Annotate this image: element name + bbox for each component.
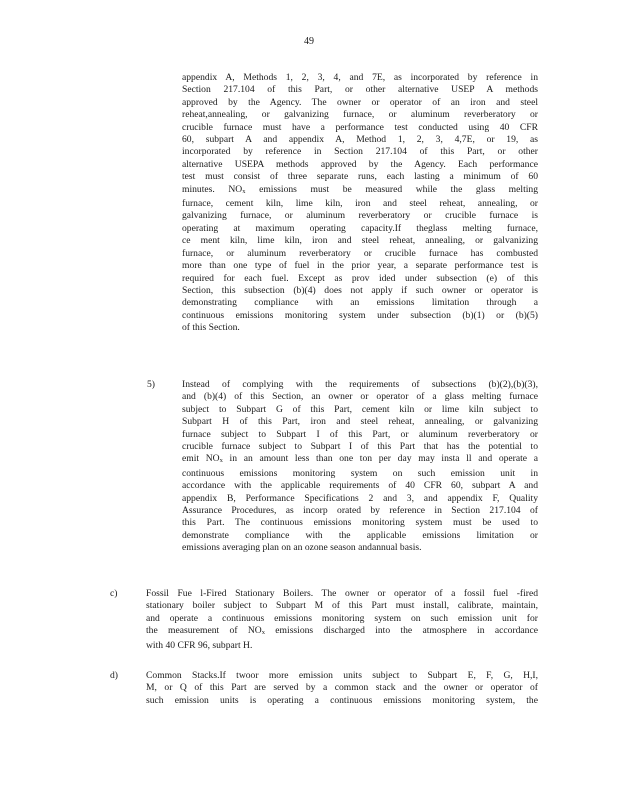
- text-line: appendix A, Methods 1, 2, 3, 4, and 7E, as incorporated by reference in: [182, 72, 538, 83]
- text-line: incorporated by reference in Section 217.104 of this Part, or other: [182, 146, 538, 158]
- text-line: 60, subpart A and appendix A, Method 1, 2, 3, 4,7E, or 19, as: [182, 134, 538, 146]
- text-line: crucible furnace subject to Subpart I of this Part that has the potential to: [182, 441, 538, 453]
- text-line: minutes. $NO_x$ emissions must be measured while the glass melting: [182, 183, 538, 195]
- text-line: with 40 CFR 96, subpart H.: [146, 639, 253, 651]
- text-line: alternative USEPA methods approved by the Agency. Each performance: [182, 158, 538, 170]
- text-line: of this Section.: [182, 322, 240, 334]
- text-line: Instead of complying with the requirements of subsections (b)(2),(b)(3),: [182, 379, 538, 390]
- page-number: 49: [304, 36, 314, 47]
- text-line: M, or Q of this Part are served by a common stack and the owner or operator of: [146, 682, 538, 694]
- text-line: appendix B, Performance Specifications 2 and 3, and appendix F, Quality: [182, 492, 538, 504]
- text-line: demonstrate compliance with the applicable emissions limitation or: [182, 529, 538, 541]
- text-line: demonstrating compliance with an emissions limitation through a: [182, 297, 538, 309]
- text-line: Subpart H of this Part, iron and steel reheat, annealing, or galvanizing: [182, 416, 538, 428]
- text-line: furnace subject to Subpart I of this Part, or aluminum reverberatory or: [182, 428, 538, 440]
- text-line: this Part. The continuous emissions monitoring system must be used to: [182, 517, 538, 529]
- text-line: such emission units is operating a continuous emissions monitoring system, the: [146, 694, 538, 706]
- text-line: stationary boiler subject to Subpart M of this Part must install, calibrate, maintain,: [146, 600, 538, 612]
- text-line: accordance with the applicable requirements of 40 CFR 60, subpart A and: [182, 480, 538, 492]
- text-line: test must consist of three separate runs, each lasting a minimum of 60: [182, 171, 538, 183]
- text-line: Section 217.104 of this Part, or other alternative USEP A methods: [182, 84, 538, 96]
- text-line: subject to Subpart G of this Part, cement kiln or lime kiln subject to: [182, 403, 538, 415]
- text-line: ce ment kiln, lime kiln, iron and steel reheat, annealing, or galvanizing: [182, 235, 538, 247]
- paragraph-b4-continuation: [182, 72, 538, 335]
- text-line: the measurement of $NO_x$ emissions discharged into the atmosphere in accordance: [146, 625, 538, 637]
- text-line: approved by the Agency. The owner or operator of an iron and steel: [182, 96, 538, 108]
- paragraph-marker-c: c): [110, 588, 118, 599]
- text-line: furnace, cement kiln, lime kiln, iron and steel reheat, annealing, or: [182, 198, 538, 210]
- text-line: required for each fuel. Except as prov ided under subsection (e) of this: [182, 272, 538, 284]
- text-line: Fossil Fue l-Fired Stationary Boilers. The owner or operator of a fossil fuel -fired: [146, 588, 538, 599]
- text-line: operating at maximum operating capacity.If theglass melting furnace,: [182, 222, 538, 234]
- text-line: Assurance Procedures, as incorp orated by reference in Section 217.104 of: [182, 505, 538, 517]
- paragraph-d: [146, 670, 538, 707]
- paragraph-marker-d: d): [110, 670, 118, 681]
- text-line: more than one type of fuel in the prior year, a separate performance test is: [182, 260, 538, 272]
- text-line: emissions averaging plan on an ozone season andannual basis.: [182, 542, 422, 554]
- paragraph-b5: [182, 379, 538, 555]
- text-line: continuous emissions monitoring system under subsection (b)(1) or (b)(5): [182, 309, 538, 321]
- text-line: Section, this subsection (b)(4) does not apply if such owner or operator is: [182, 284, 538, 296]
- text-line: furnace, or aluminum reverberatory or crucible furnace has combusted: [182, 247, 538, 259]
- paragraph-marker-5: 5): [147, 379, 155, 390]
- paragraph-c: [146, 588, 538, 652]
- text-line: emit $NO_x$ in an amount less than one ton per day may insta ll and operate a: [182, 453, 538, 465]
- text-line: reheat,annealing, or galvanizing furnace, or aluminum reverberatory or: [182, 109, 538, 121]
- text-line: galvanizing furnace, or aluminum reverberatory or crucible furnace is: [182, 210, 538, 222]
- text-line: crucible furnace must have a performance test conducted using 40 CFR: [182, 121, 538, 133]
- text-line: and operate a continuous emissions monitoring system on such emission unit for: [146, 612, 538, 624]
- text-line: and (b)(4) of this Section, an owner or operator of a glass melting furnace: [182, 391, 538, 403]
- text-line: Common Stacks.If twoor more emission units subject to Subpart E, F, G, H,I,: [146, 670, 538, 681]
- text-line: continuous emissions monitoring system on such emission unit in: [182, 467, 538, 479]
